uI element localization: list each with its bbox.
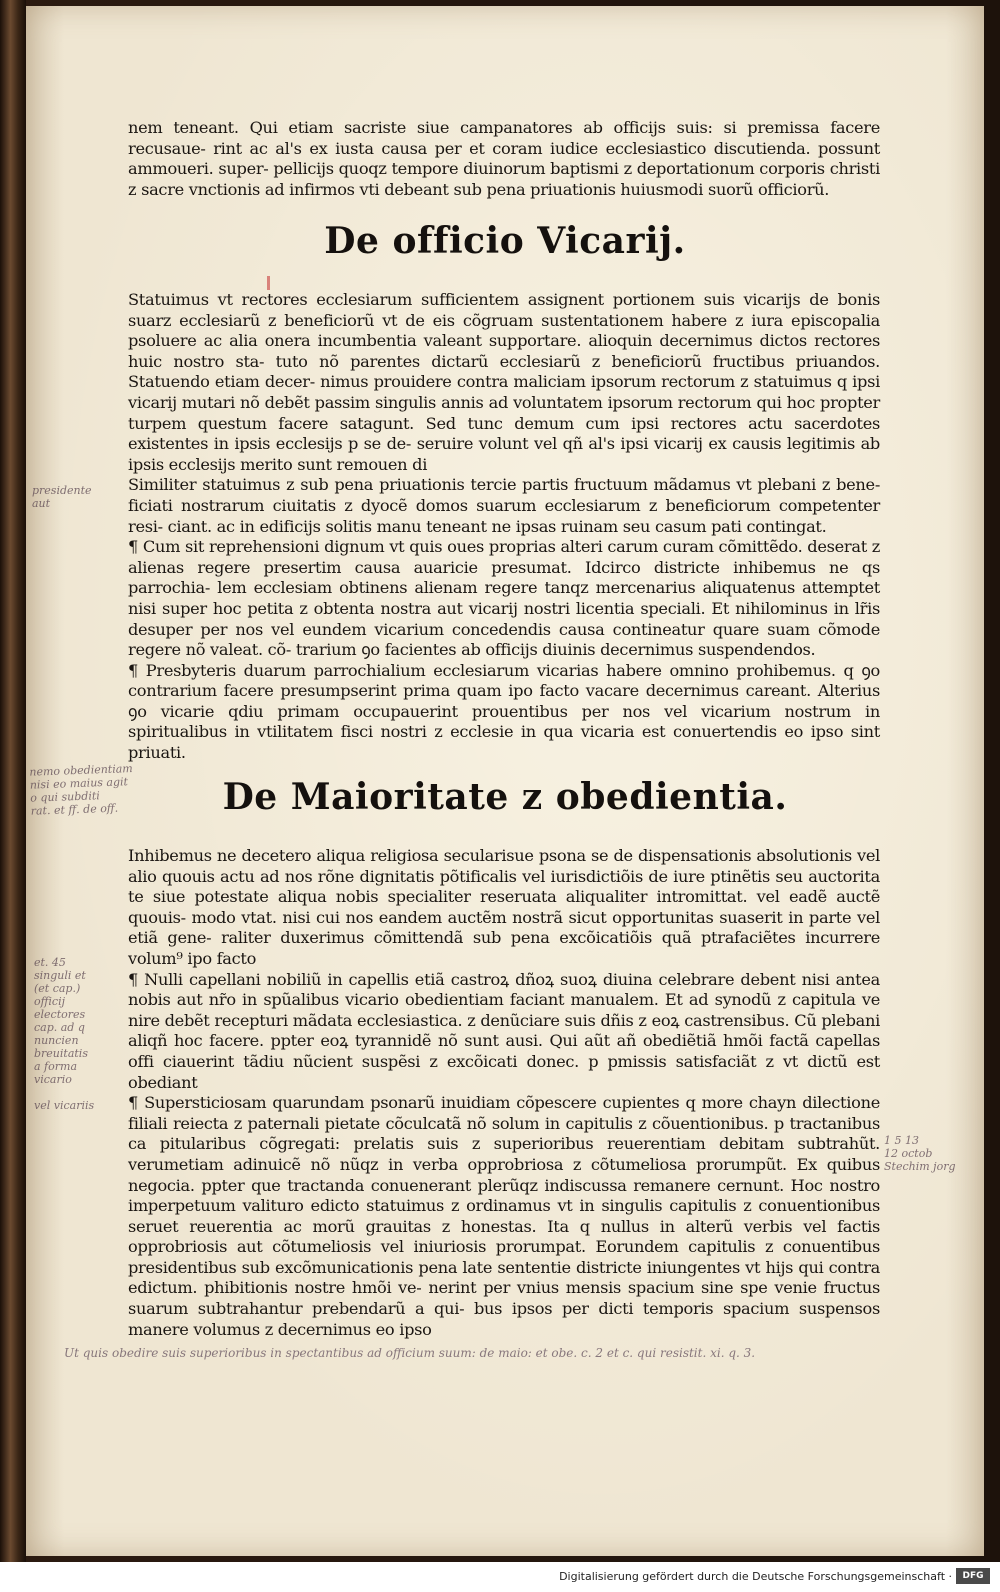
binding-edge	[0, 0, 26, 1562]
section-vicar-body	[128, 290, 880, 764]
paragraph-text: ¶ Presbyteris duarum parrochialium ecclesiarum vicarias habere omnino prohibemus. q ꝯo contrarium facere presumpserint prima quam ipo facto vacare decernimus careant. Alterius ꝯo vicarie qdiu primam occupauerint prouentibus per nos vel vicarium nostrum in spiritualibus in vtilitatem fisci nostri z ecclesie in qua vicaria est conuertendis eo ipso sint priuati.	[128, 660, 880, 763]
paragraph-text: ¶ Cum sit reprehensioni dignum vt quis oues proprias alteri carum curam cõmittẽdo. deserat z alienas regere presertim causa auaricie presumat. Idcirco districte inhibemus ne qs parrochia- lem ecclesiam obtinens alienam regere tanqz mercenarius aliquatenus attemptet nisi super hoc petita z obtenta nostra aut vicarij nostri licentia speciali. Et nihilominus in lr̃is desuper per nos vel eundem vicarium concedendis causa contineatur quare suam cõmode regere nõ valeat. cõ- trarium ꝯo facientes ab officijs diuinis decernimus suspendendos.	[128, 537, 880, 660]
section-heading-maioritas: De Maioritate z obedientia.	[222, 776, 788, 818]
document-page	[26, 6, 984, 1556]
margin-annotation: et. 45 singuli et (et cap.) officij electores cap. ad q nuncien breuitatis a forma vicario vel vicariis	[34, 956, 95, 1112]
section-heading-vicar: De officio Vicarij.	[324, 220, 686, 262]
paragraph-text: nem teneant. Qui etiam sacriste siue campanatores ab officijs suis: si premissa facere recusaue- rint ac al's ex iusta causa per et coram iudice ecclesiastico discutienda. possunt ammoueri. super- pellicijs quoqz tempore diuinorum baptismi z deportationum corporis christi z sacre vnctionis ad infirmos vti debeant sub pena priuationis huiusmodi suorũ officiorũ.	[128, 118, 880, 199]
handwritten-footnote: Ut quis obedire suis superioribus in spectantibus ad officium suum: de maio: et obe. c. 2 et c. qui resistit. xi. q. 3.	[64, 1346, 756, 1360]
margin-annotation: 1 5 13 12 octob Stechim jorg	[884, 1134, 956, 1173]
dfg-logo-icon: DFG	[956, 1568, 990, 1584]
rubric-mark	[267, 276, 270, 290]
margin-annotation: nemo obedientiam nisi eo maius agit o qui subditi rat. et ff. de off.	[29, 762, 133, 818]
paragraph-text: Inhibemus ne decetero aliqua religiosa secularisue psona se de dispensationis absolutionis vel alio quouis actu ad nos rõne dignitatis põtificalis vel iurisdictiõis de iure ptinẽtis seu auctorita te siue potestate aliqua nobis specialiter reseruata aliqualiter intromittat. vel eadẽ auctẽ quouis- modo vtat. nisi cui nos eandem auctẽm nostrã sicut opportunitas suaserit in parte vel etiã gene- raliter duxerimus cõmittendã sub pena excõicatiõis quã ptrafaciẽtes incurrere volum⁹ ipo facto	[128, 846, 880, 968]
paragraph-text: Statuimus vt rectores ecclesiarum sufficientem assignent portionem suis vicarijs de bonis suarz ecclesiarũ z beneficiorũ vt de eis cõgruam sustentationem habere z iura episcopalia psoluere ac alia onera incumbentia valeant supportare. alioquin decernimus dictos rectores huic nostro sta- tuto nõ parentes dictarũ ecclesiarũ z beneficiorũ fructibus priuandos. Statuendo etiam decer- nimus prouidere contra maliciam ipsorum rectorum z statuimus q ipsi vicarij mutari nõ debẽt passim singulis annis ad voluntatem ipsorum rectorum qui hoc propter turpem questum facere satagunt. Sed tunc demum cum ipsi rectores actu sacerdotes existentes in ipsis ecclesijs p se de- seruire volunt vel qñ al's ipsi vicarij ex causis legitimis ab ipsis ecclesijs merito sunt remouen di	[128, 290, 880, 474]
paragraph-text: Similiter statuimus z sub pena priuationis tercie partis fructuum mãdamus vt plebani z bene- ficiati nostrarum ciuitatis z dyocẽ domos suarum ecclesiarum z beneficiorum competenter resi- ciant. ac in edificijs solitis manu teneant ne ipsas ruinam seu casum pati contingat.	[128, 475, 880, 536]
section-maioritas-body	[128, 846, 880, 1340]
digitization-credit: Digitalisierung gefördert durch die Deutsche Forschungsgemeinschaft ·	[559, 1570, 952, 1583]
margin-annotation: presidente aut	[32, 484, 92, 510]
paragraph-text: ¶ Nulli capellani nobiliũ in capellis etiã castroꝝ dñoꝝ suoꝝ diuina celebrare debent nisi antea nobis aut nr̃o in spũalibus vicario obedientiam faciant manualem. Et ad synodũ z capitula ve nire debẽt recepturi mãdata ecclesiastica. z denũciare suis dñis z eoꝝ castrensibus. Cũ plebani aliqñ hoc facere. ppter eoꝝ tyrannidẽ nõ sunt ausi. Qui aũt añ obediẽtiã hmõi factã capellas offi ciauerint tãdiu nũcient suspẽsi z excõicati donec. p pmissis satisfaciãt z vt dictũ est obediant	[128, 969, 880, 1092]
paragraph-continuation	[128, 118, 880, 200]
paragraph-text: ¶ Supersticiosam quarundam psonarũ inuidiam cõpescere cupientes q more chayn dilectione filiali reiecta z paternali pietate cõculcatã nõ solum in capitulis z cõuentionibus. p tractanibus ca pitularibus cõgregati: prelatis suis z superioribus reuerentiam debitam subtrahũt. verumetiam adinuicẽ nõ nũqz in verba opprobriosa z cõtumeliosa prorumpũt. Ex quibus negocia. ppter que tractanda conuenerant plerũqz indiscussa remanere cernunt. Hoc nostro imperpetuum valituro edicto statuimus z ordinamus vt in singulis capitulis z conuentionibus seruet reuerentia ac morũ grauitas z honestas. Ita q nullus in alterũ verbis vel factis opprobriosis aut cõtumeliosis vel iniuriosis prorumpat. Eorundem capitulis z conuentibus presidentibus sub excõmunicationis pena late sententie districte iniungentes vt hijs qui contra edictum. phibitionis nostre hmõi ve- nerint per vnius mensis spacium sine spe venie fructus suarum subtrahantur prebendarũ a qui- bus ipsos per dicti temporis spacium suspensos manere volumus z decernimus eo ipso	[128, 1093, 880, 1339]
footer-bar	[0, 1562, 1000, 1592]
